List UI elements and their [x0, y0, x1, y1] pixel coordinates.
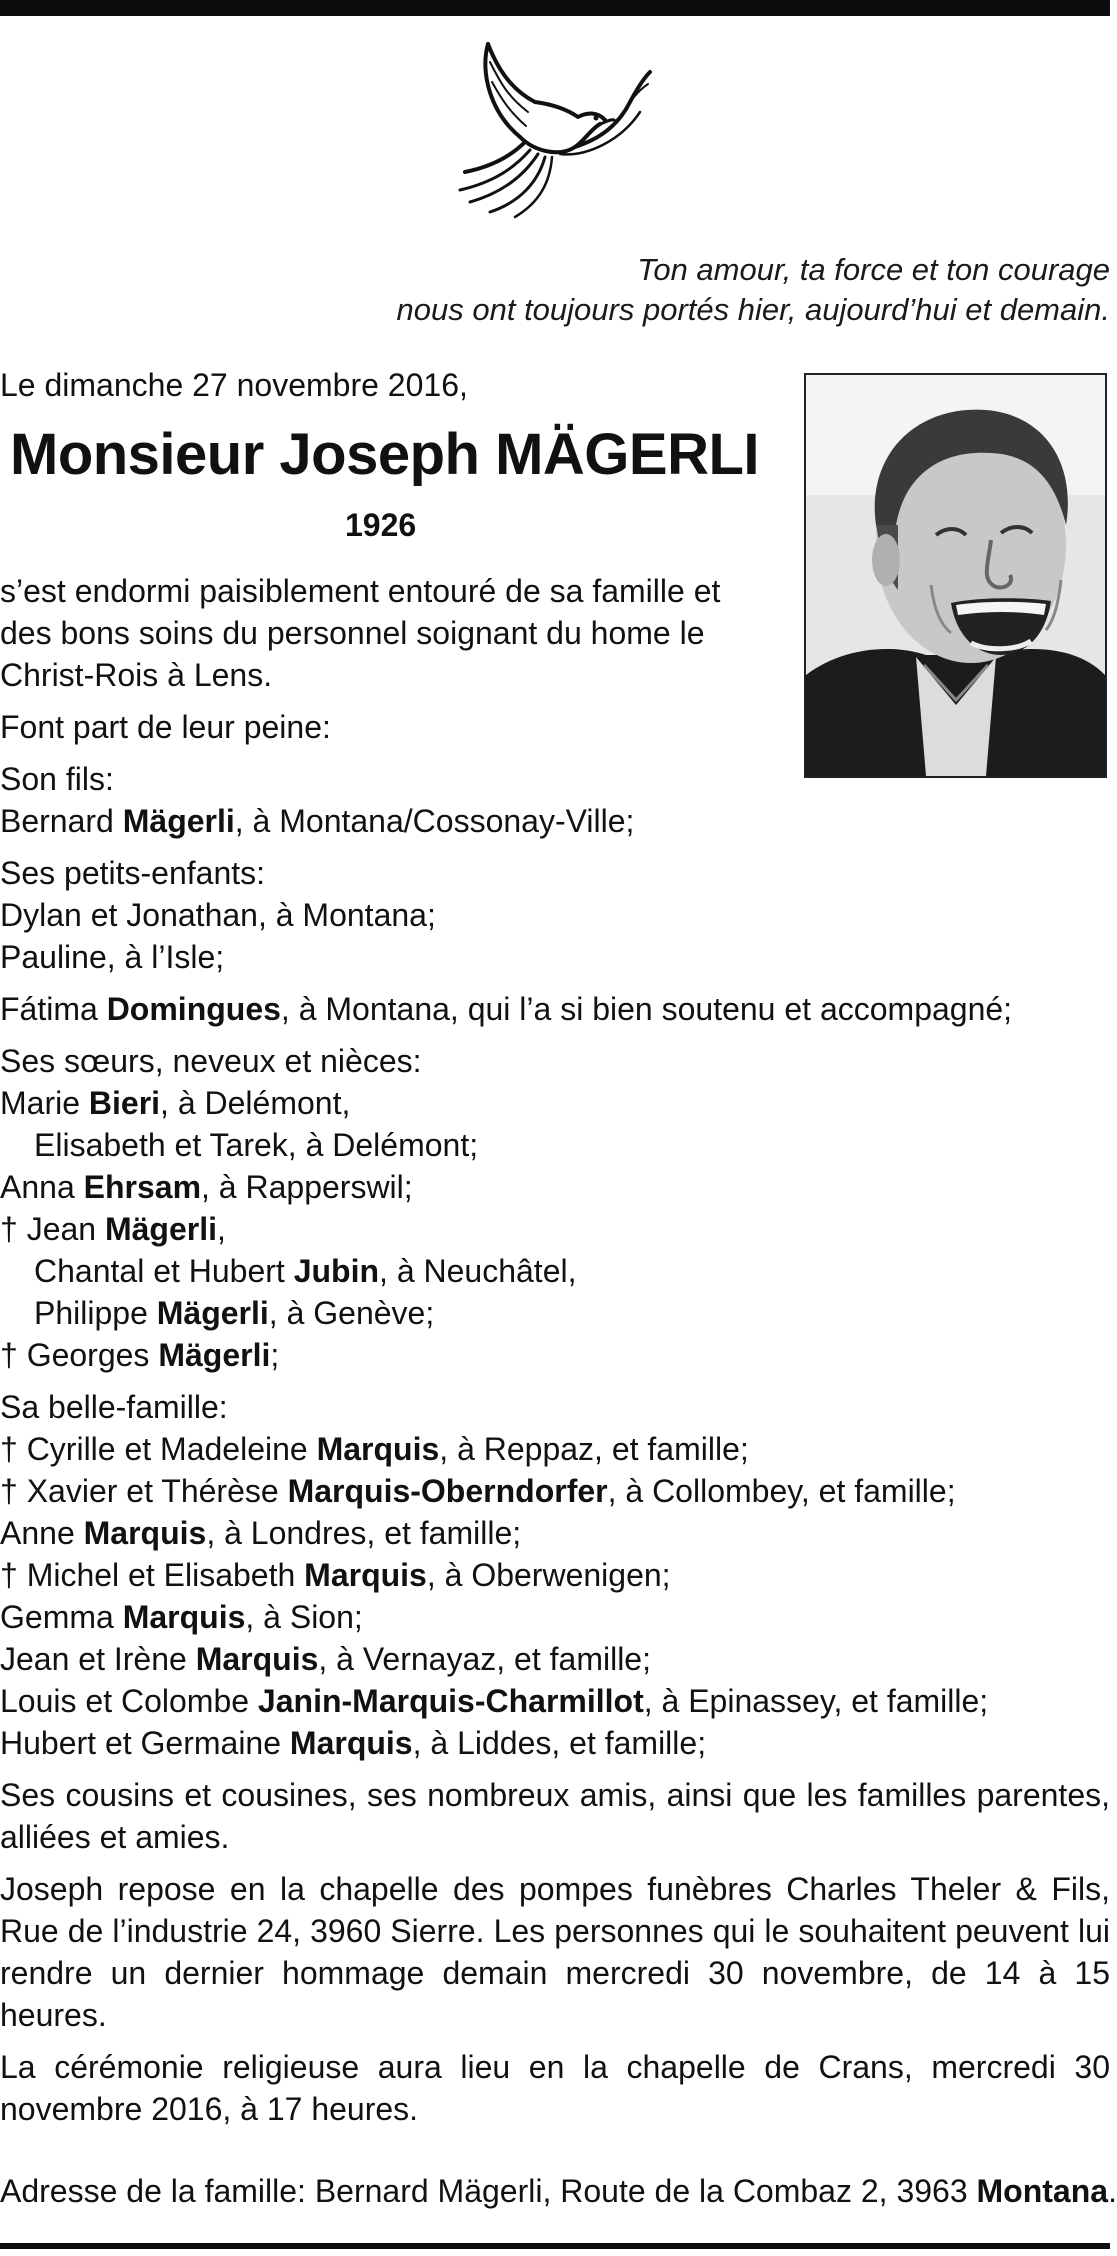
- inlaw-location: , à Oberwenigen;: [426, 1557, 671, 1593]
- address-text: Adresse de la famille: Bernard Mägerli, Route de la Combaz 2, 3963: [0, 2173, 977, 2209]
- inlaw-entry: [0, 1638, 1110, 1680]
- sibling-location: , à Delémont,: [160, 1085, 351, 1121]
- inlaw-location: , à Vernayaz, et famille;: [318, 1641, 651, 1677]
- birth-year: 1926: [345, 507, 417, 543]
- dove-icon: [450, 42, 660, 237]
- sibling-first-name: Marie: [0, 1085, 89, 1121]
- family-address: [0, 2170, 1117, 2212]
- inlaw-surname: Marquis: [304, 1557, 427, 1593]
- relative-entry-philippe: [0, 1292, 1110, 1334]
- inlaw-location: , à Collombey, et famille;: [607, 1473, 956, 1509]
- son-section: [0, 758, 1110, 842]
- inlaw-entry: [0, 1596, 1110, 1638]
- bottom-rule: [0, 2243, 1110, 2249]
- address-end: .: [1108, 2173, 1117, 2209]
- sibling-entry-anna: [0, 1166, 1110, 1208]
- epigraph-line-1: Ton amour, ta force et ton courage: [637, 252, 1110, 287]
- inlaw-location: , à Reppaz, et famille;: [439, 1431, 749, 1467]
- fatima-entry: [0, 988, 1110, 1030]
- inlaw-surname: Marquis: [195, 1641, 319, 1677]
- epigraph: [10, 250, 1110, 330]
- inlaw-surname: Janin-Marquis-Charmillot: [257, 1683, 644, 1719]
- inlaw-surname: Marquis: [122, 1599, 246, 1635]
- inlaw-first-name: Anne: [0, 1515, 84, 1551]
- sibling-location: ,: [217, 1211, 226, 1247]
- sibling-location: ;: [270, 1337, 280, 1373]
- fatima-first-name: Fátima: [0, 991, 107, 1027]
- relative-entry-elisabeth: Elisabeth et Tarek, à Delémont;: [34, 1127, 479, 1163]
- inlaw-first-name: † Xavier et Thérèse: [0, 1473, 288, 1509]
- inlaw-surname: Marquis: [83, 1515, 207, 1551]
- grandchildren-heading: Ses petits-enfants:: [0, 855, 266, 891]
- inlaw-first-name: Jean et Irène: [0, 1641, 196, 1677]
- inlaw-surname: Marquis-Oberndorfer: [287, 1473, 608, 1509]
- relative-surname: Jubin: [293, 1253, 380, 1289]
- son-first-name: Bernard: [0, 803, 123, 839]
- son-location: , à Montana/Cossonay-Ville;: [234, 803, 635, 839]
- ceremony-paragraph: La cérémonie religieuse aura lieu en la chapelle de Crans, mercredi 30 novembre 2016, à 17 heures.: [0, 2049, 1110, 2127]
- inlaw-location: , à Epinassey, et famille;: [643, 1683, 989, 1719]
- relative-first-name: Chantal et Hubert: [34, 1253, 294, 1289]
- sibling-first-name: † Jean: [0, 1211, 105, 1247]
- epigraph-line-2: nous ont toujours portés hier, aujourd’hui et demain.: [396, 292, 1110, 327]
- inlaw-entry: [0, 1428, 1110, 1470]
- inlaw-location: , à Sion;: [245, 1599, 363, 1635]
- relative-entry-chantal: [0, 1250, 1110, 1292]
- sibling-surname: Bieri: [88, 1085, 161, 1121]
- son-heading: Son fils:: [0, 761, 114, 797]
- cousins-paragraph: Ses cousins et cousines, ses nombreux amis, ainsi que les familles parentes, alliées et amies.: [0, 1777, 1110, 1855]
- sibling-location: , à Rapperswil;: [201, 1169, 413, 1205]
- sibling-first-name: Anna: [0, 1169, 84, 1205]
- inlaw-first-name: Gemma: [0, 1599, 123, 1635]
- son-entry: [0, 800, 1110, 842]
- siblings-section: [0, 1040, 1110, 1376]
- inlaw-first-name: † Cyrille et Madeleine: [0, 1431, 317, 1467]
- inlaw-first-name: † Michel et Elisabeth: [0, 1557, 305, 1593]
- fatima-surname: Domingues: [106, 991, 281, 1027]
- inlaws-section: [0, 1386, 1110, 1764]
- grandchild-entry-2: Pauline, à l’Isle;: [0, 939, 225, 975]
- inlaw-entry: [0, 1470, 1110, 1512]
- sibling-surname: Mägerli: [104, 1211, 217, 1247]
- inlaw-entry: [0, 1680, 1110, 1722]
- inlaw-first-name: Louis et Colombe: [0, 1683, 258, 1719]
- sibling-surname: Mägerli: [158, 1337, 271, 1373]
- repose-paragraph: Joseph repose en la chapelle des pompes funèbres Charles Theler & Fils, Rue de l’industrie 24, 3960 Sierre. Les personnes qui le souhaitent peuvent lui rendre un dernier hommage demain mercredi 30 novembre, de 14 à 15 heures.: [0, 1871, 1110, 2033]
- siblings-heading: Ses sœurs, neveux et nièces:: [0, 1043, 422, 1079]
- sibling-entry-jean: [0, 1208, 1110, 1250]
- relative-location: , à Genève;: [268, 1295, 435, 1331]
- inlaw-entry: [0, 1554, 1110, 1596]
- death-date-intro: Le dimanche 27 novembre 2016,: [0, 367, 468, 403]
- inlaw-first-name: Hubert et Germaine: [0, 1725, 290, 1761]
- sibling-entry-georges: [0, 1334, 1110, 1376]
- inlaw-surname: Marquis: [289, 1725, 413, 1761]
- grandchild-entry-1: Dylan et Jonathan, à Montana;: [0, 897, 436, 933]
- obituary-body: [0, 570, 1110, 2140]
- inlaw-surname: Marquis: [316, 1431, 440, 1467]
- relative-location: , à Neuchâtel,: [379, 1253, 577, 1289]
- son-surname: Mägerli: [122, 803, 235, 839]
- font-part-line: Font part de leur peine:: [0, 709, 331, 745]
- inlaw-location: , à Liddes, et famille;: [412, 1725, 707, 1761]
- fatima-details: , à Montana, qui l’a si bien soutenu et accompagné;: [280, 991, 1013, 1027]
- relative-first-name: Philippe: [34, 1295, 157, 1331]
- inlaw-entry: [0, 1722, 1110, 1764]
- sibling-entry-marie: [0, 1082, 1110, 1124]
- sibling-surname: Ehrsam: [83, 1169, 202, 1205]
- top-rule: [0, 0, 1110, 16]
- inlaw-entry: [0, 1512, 1110, 1554]
- inlaws-heading: Sa belle-famille:: [0, 1389, 228, 1425]
- sibling-first-name: † Georges: [0, 1337, 159, 1373]
- inlaw-location: , à Londres, et famille;: [206, 1515, 522, 1551]
- address-town: Montana: [976, 2173, 1109, 2209]
- grandchildren-section: [0, 852, 1110, 978]
- relative-surname: Mägerli: [156, 1295, 269, 1331]
- passing-statement: s’est endormi paisiblement entouré de sa famille et des bons soins du personnel soignant du home le Christ-Rois à Lens.: [0, 573, 721, 693]
- deceased-name: Monsieur Joseph MÄGERLI: [10, 422, 760, 487]
